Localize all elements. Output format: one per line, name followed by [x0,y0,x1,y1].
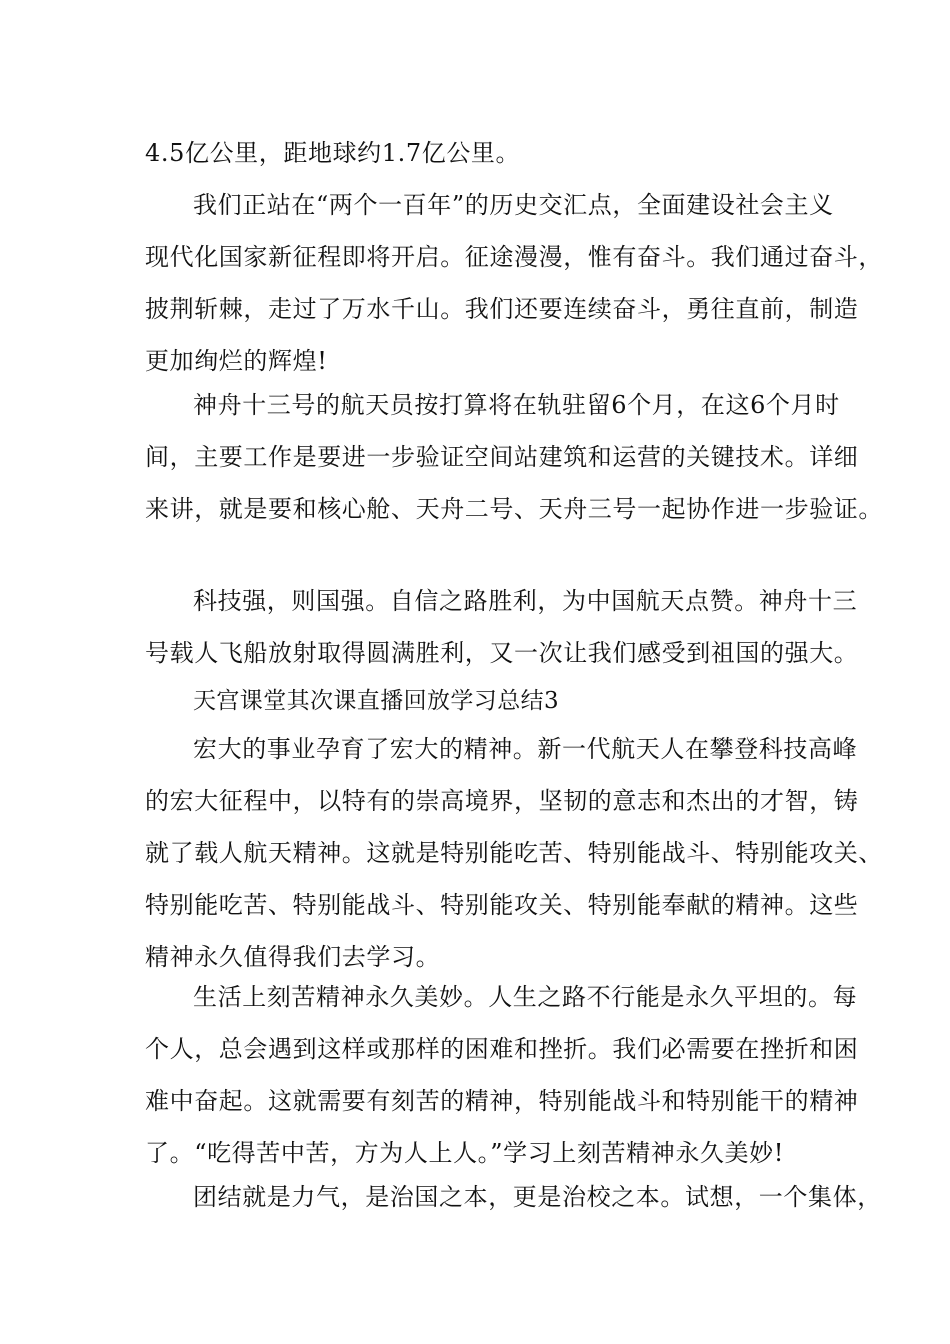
paragraph-line: 我们正站在“两个一百年”的历史交汇点，全面建设社会主义 [193,191,834,219]
paragraph-line: 来讲，就是要和核心舱、天舟二号、天舟三号一起协作进一步验证。 [145,495,883,523]
paragraph-line: 生活上刻苦精神永久美妙。人生之路不行能是永久平坦的。每 [193,983,858,1011]
paragraph-shenzhou-mission [145,379,883,535]
paragraph-line: 科技强，则国强。自信之路胜利，为中国航天点赞。神舟十三 [193,587,858,615]
paragraph-line: 间，主要工作是要进一步验证空间站建筑和运营的关键技术。详细 [145,443,859,471]
paragraph-line: 了。“吃得苦中苦，方为人上人。”学习上刻苦精神永久美妙! [145,1139,784,1167]
paragraph-aerospace-spirit [145,723,883,983]
paragraph-line: 披荆斩棘，走过了万水千山。我们还要连续奋斗，勇往直前，制造 [145,295,859,323]
paragraph-two-centenary [145,179,883,387]
paragraph-line: 神舟十三号的航天员按打算将在轨驻留6个月，在这6个月时 [193,391,840,419]
paragraph-line: 特别能吃苦、特别能战斗、特别能攻关、特别能奉献的精神。这些 [145,891,859,919]
paragraph-line: 更加绚烂的辉煌! [145,347,328,375]
paragraph-line: 宏大的事业孕育了宏大的精神。新一代航天人在攀登科技高峰 [193,735,858,763]
paragraph-unity [145,1171,882,1223]
paragraph-line: 就了载人航天精神。这就是特别能吃苦、特别能战斗、特别能攻关、 [145,839,883,867]
paragraph-line: 的宏大征程中，以特有的崇高境界，坚韧的意志和杰出的才智，铸 [145,787,859,815]
heading-text: 天宫课堂其次课直播回放学习总结3 [193,688,560,714]
paragraph-line: 4.5亿公里，距地球约1.7亿公里。 [145,139,521,167]
paragraph-line: 号载人飞船放射取得圆满胜利，又一次让我们感受到祖国的强大。 [145,639,859,667]
section-heading [145,675,825,727]
paragraph-line: 现代化国家新征程即将开启。征途漫漫，惟有奋斗。我们通过奋斗， [145,243,883,271]
paragraph-line: 团结就是力气，是治国之本，更是治校之本。试想，一个集体， [193,1183,882,1211]
paragraph-line: 难中奋起。这就需要有刻苦的精神，特别能战斗和特别能干的精神 [145,1087,859,1115]
paragraph-line: 个人，总会遇到这样或那样的困难和挫折。我们必需要在挫折和困 [145,1035,859,1063]
paragraph-line: 精神永久值得我们去学习。 [145,943,441,971]
paragraph-continuation [145,127,825,179]
paragraph-hard-work [145,971,859,1179]
paragraph-technology-strong [145,575,859,679]
